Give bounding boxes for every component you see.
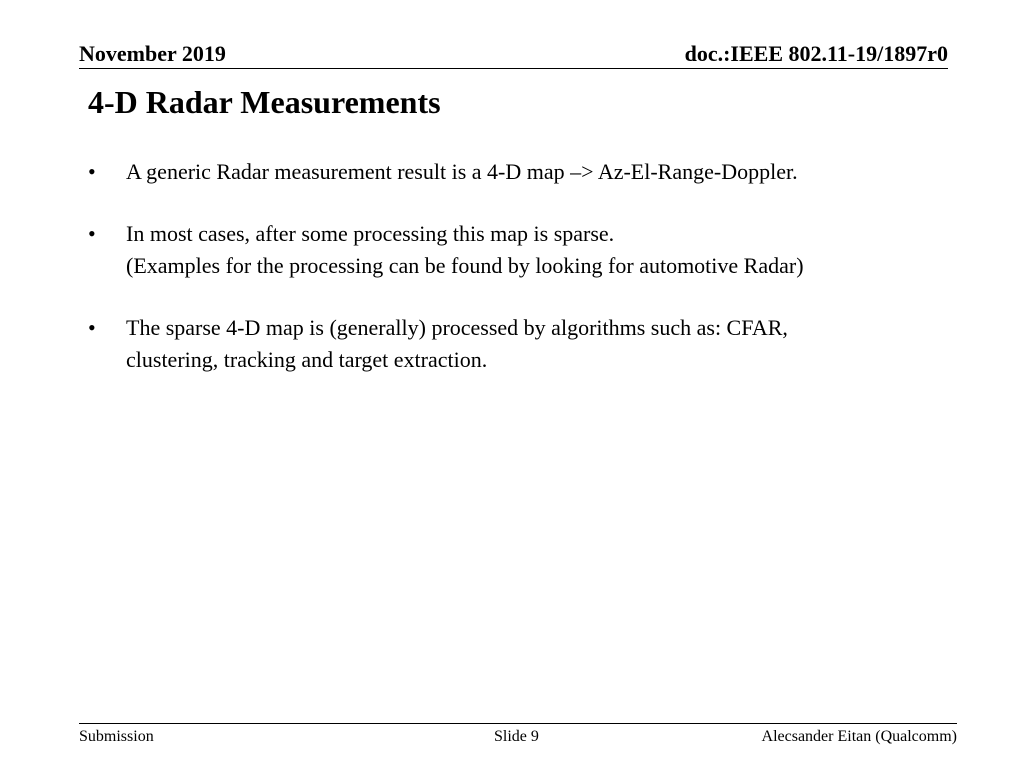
footer-author: Alecsander Eitan (Qualcomm) xyxy=(761,728,957,745)
bullet-marker: • xyxy=(88,221,96,246)
bullet-list xyxy=(88,156,948,406)
bullet-text: The sparse 4-D map is (generally) processed by algorithms such as: CFAR, xyxy=(126,315,788,340)
footer-submission: Submission xyxy=(79,728,154,745)
bullet-text: A generic Radar measurement result is a 4-D map –> Az-El-Range-Doppler. xyxy=(126,159,798,184)
bullet-item-2 xyxy=(88,218,948,282)
bullet-text-continuation: clustering, tracking and target extraction. xyxy=(126,347,488,372)
bullet-item-3 xyxy=(88,312,948,376)
bullet-marker: • xyxy=(88,315,96,340)
header-date: November 2019 xyxy=(79,41,226,66)
footer-divider xyxy=(79,723,957,724)
header-divider xyxy=(79,68,948,69)
slide-number: Slide 9 xyxy=(494,728,539,745)
document-id: doc.:IEEE 802.11-19/1897r0 xyxy=(684,41,948,66)
slide-title: 4-D Radar Measurements xyxy=(88,84,441,120)
bullet-text: In most cases, after some processing this map is sparse. xyxy=(126,221,615,246)
bullet-item-1 xyxy=(88,156,948,188)
bullet-text-continuation: (Examples for the processing can be found by looking for automotive Radar) xyxy=(126,253,804,278)
bullet-marker: • xyxy=(88,159,96,184)
